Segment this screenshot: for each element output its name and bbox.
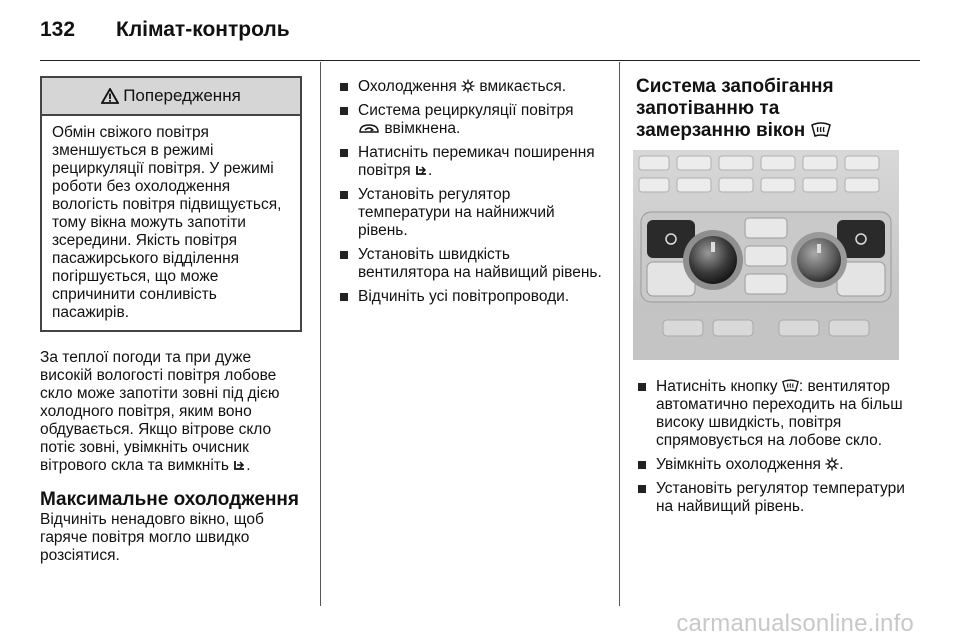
page-header — [40, 18, 290, 42]
warning-header — [42, 78, 300, 116]
warning-text: Обмін свіжого повітря зменшується в режимі рециркуляції повітря. У режимі роботи без охолодження вологість повітря підвищується, тому вікна можуть запотіти зсередини. Якість повітря пасажирського відділення погіршується, що може спричинити сонливість пасажирів. — [52, 124, 282, 321]
section-heading-defog — [636, 76, 898, 142]
list-item: Установіть швидкість вентилятора на найвищий рівень. — [338, 246, 604, 282]
list-item-text-end: вмикається. — [479, 78, 567, 95]
list-item — [636, 456, 906, 474]
paragraph-fogging-text: За теплої погоди та при дуже високій вологості повітря лобове скло може запотіти зовні під дією холодного повітря, яким воно обдувається. Якщо вітрове скло потіє зовні, увімкніть очисник вітрового скла та вимкніть — [40, 349, 280, 474]
list-item: Відчиніть усі повітропроводи. — [338, 288, 604, 306]
list-item: Установіть регулятор температури на найнижчий рівень. — [338, 186, 604, 240]
list-item-text-end: ввімкнена. — [384, 120, 461, 137]
warning-box — [40, 76, 302, 332]
watermark: carmanualsonline.info — [676, 610, 914, 637]
section-heading-defog-text: Система запобігання запотіванню та замерзанню вікон — [636, 76, 834, 141]
paragraph-fogging-end: . — [246, 457, 251, 474]
warning-label: Попередження — [123, 86, 241, 105]
air-distribution-icon — [415, 164, 428, 177]
column-divider-1 — [320, 62, 321, 606]
list-item — [338, 102, 604, 138]
paragraph-max-cooling: Відчиніть ненадовго вікно, щоб гаряче повітря могло швидко розсіятися. — [40, 511, 264, 564]
snowflake-icon — [461, 79, 475, 93]
list-item: Установіть регулятор температури на найвищий рівень. — [636, 480, 906, 516]
section-heading-max-cooling: Максимальне охолодження — [40, 489, 299, 510]
page-title: Клімат-контроль — [116, 18, 290, 41]
list-item-text: Натисніть кнопку — [656, 378, 778, 395]
list-item-text: Охолодження — [358, 78, 457, 95]
air-distribution-icon — [233, 459, 246, 472]
list-item-text: Натисніть перемикач поширення повітря — [358, 144, 595, 179]
snowflake-icon — [825, 457, 839, 471]
list-item-text: Увімкніть охолодження — [656, 456, 821, 473]
warning-triangle-icon — [101, 88, 119, 104]
header-rule — [40, 60, 920, 61]
column-2 — [338, 78, 604, 312]
list-item-text-end: : вентилятор автоматично переходить на більш високу швидкість, повітря спрямовується на лобове скло. — [656, 378, 903, 449]
list-item — [338, 144, 604, 180]
climate-control-panel-image — [633, 150, 899, 360]
paragraph-fogging — [40, 349, 302, 475]
cooling-steps-list — [338, 78, 604, 306]
page-number: 132 — [40, 18, 76, 41]
column-divider-2 — [619, 62, 620, 606]
list-item-text-end: . — [427, 162, 433, 179]
list-item-text: Система рециркуляції повітря — [358, 102, 574, 119]
list-item-text-end: . — [839, 456, 844, 473]
windscreen-defrost-icon — [811, 122, 831, 138]
recirculation-icon — [358, 122, 380, 135]
column-3 — [636, 76, 906, 142]
defog-steps-list — [636, 378, 906, 516]
column-3-list — [636, 378, 906, 522]
column-1 — [40, 76, 302, 565]
windscreen-defrost-icon — [782, 379, 799, 393]
list-item — [636, 378, 906, 450]
list-item — [338, 78, 604, 96]
